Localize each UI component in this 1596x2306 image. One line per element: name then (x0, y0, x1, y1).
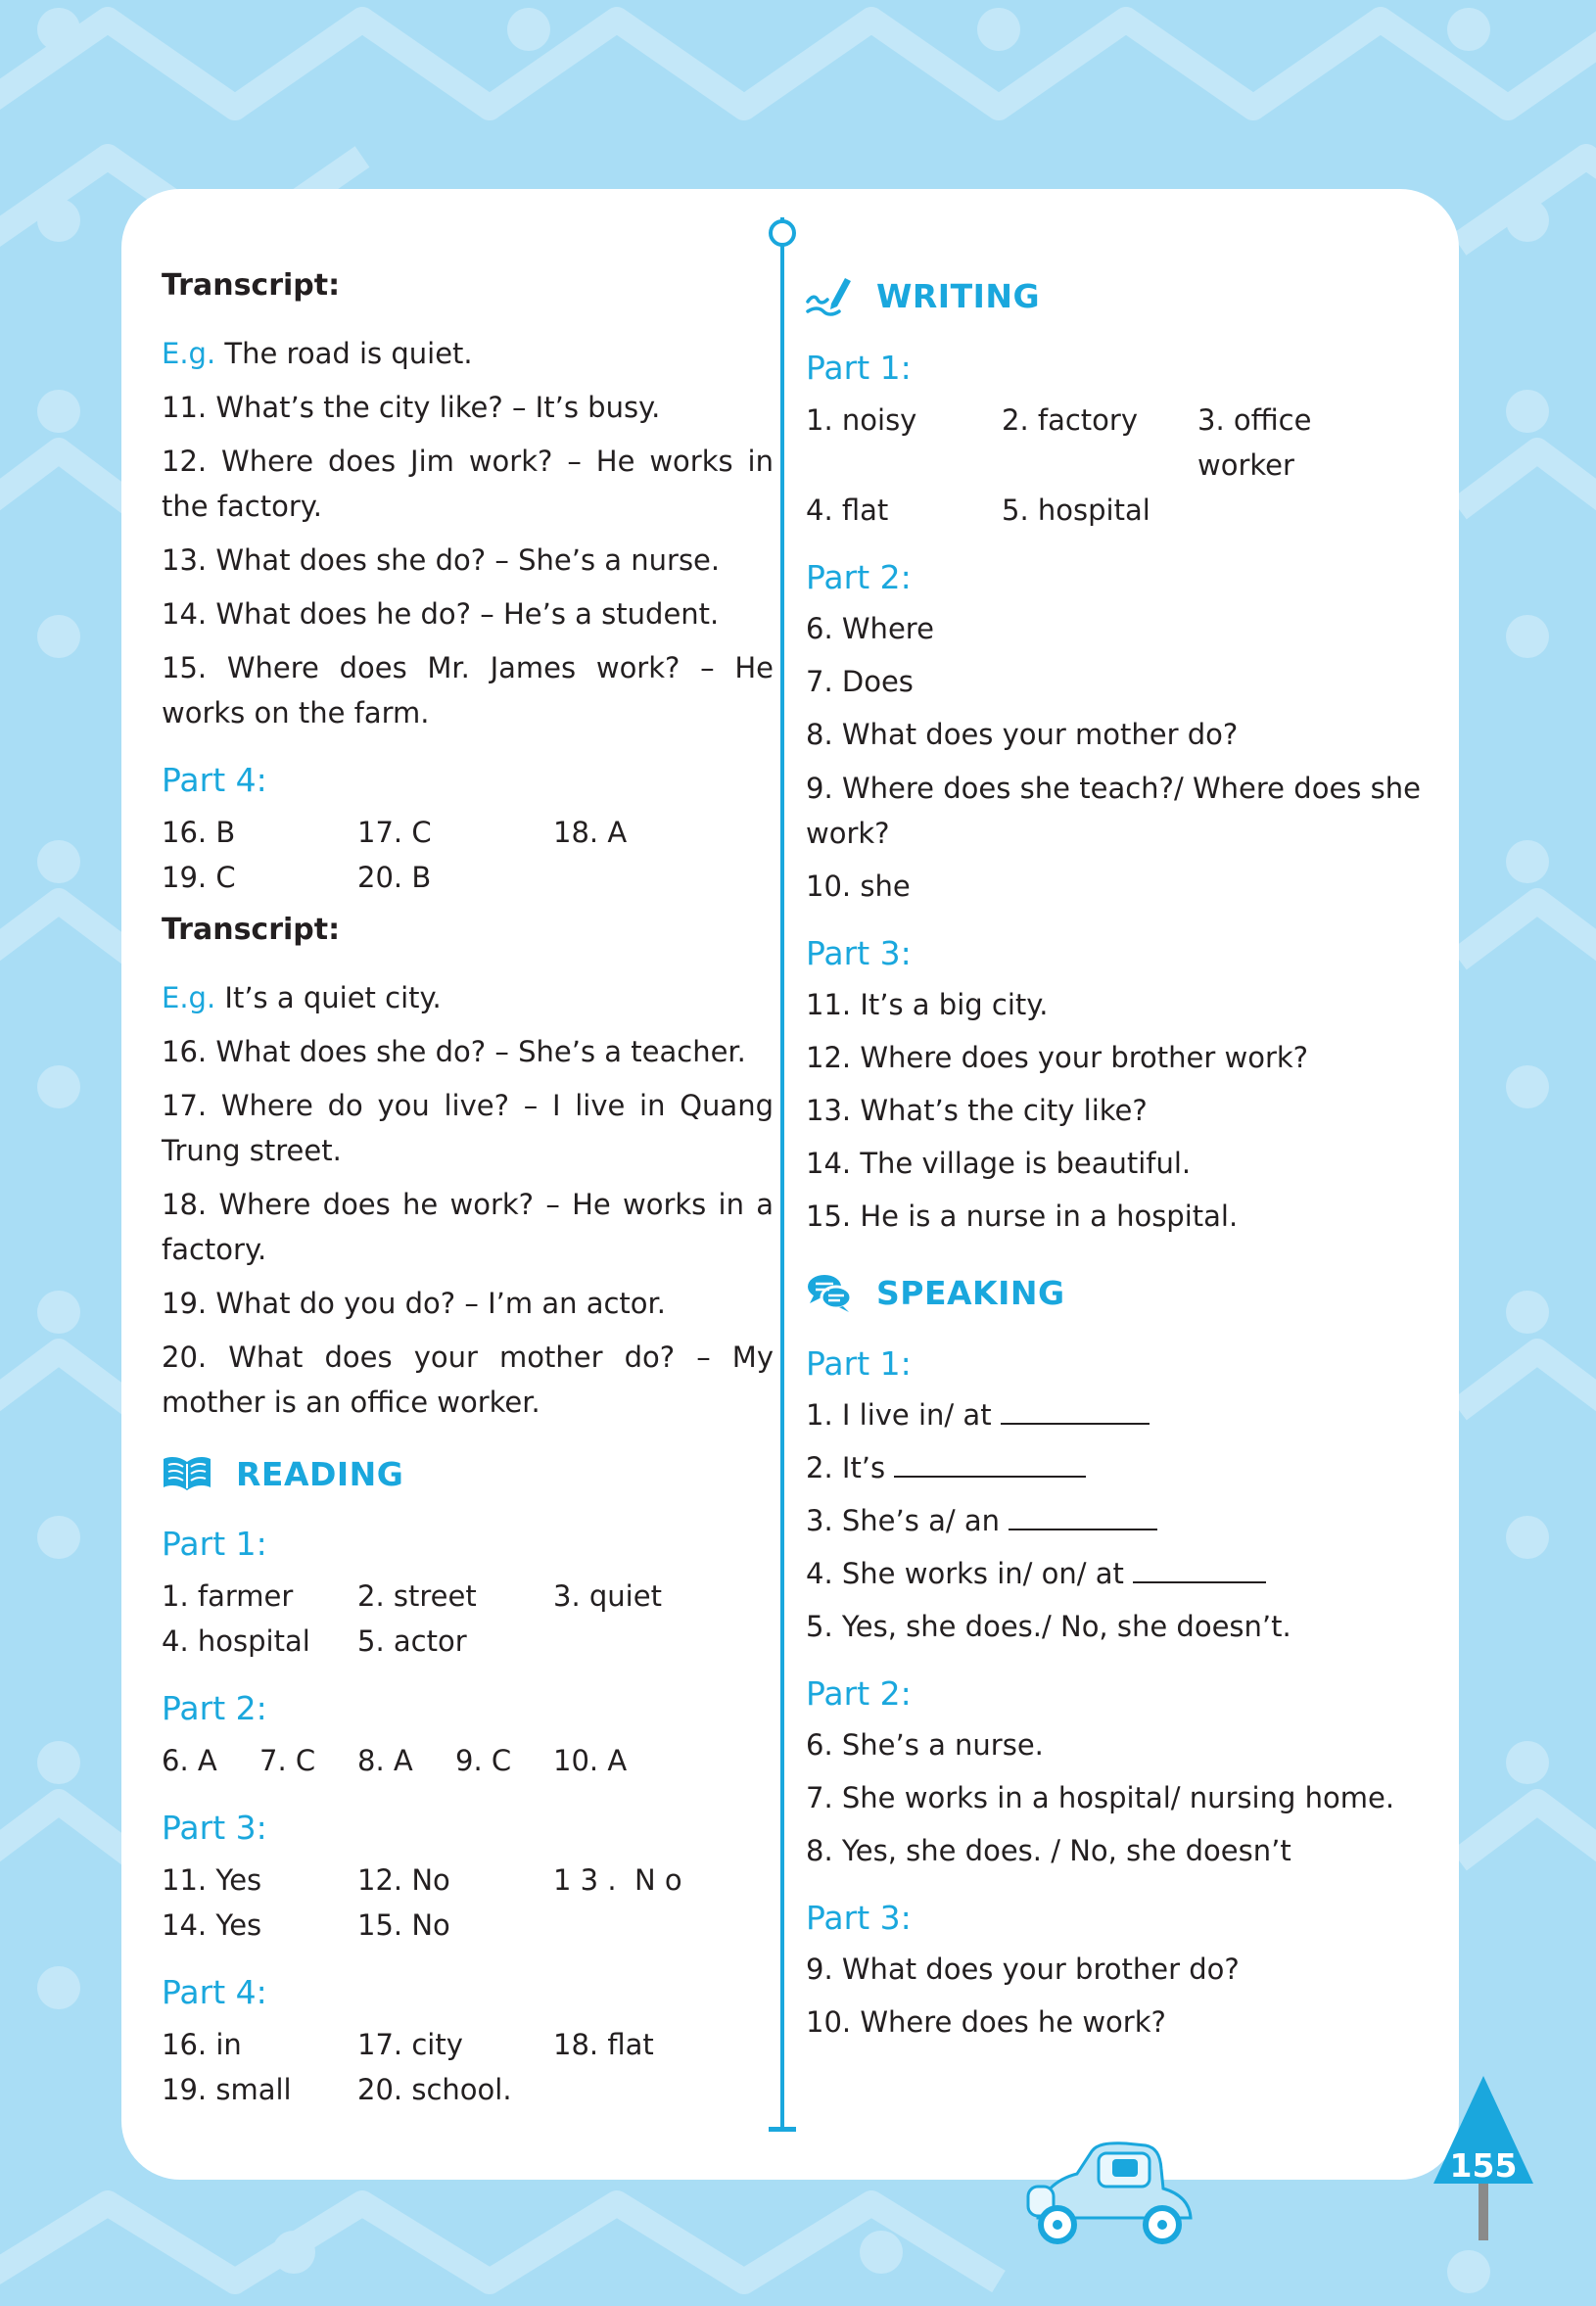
answer-text: 2. It’s (806, 1451, 895, 1484)
answer-grid (162, 2022, 774, 2112)
writing-section-header (806, 274, 1421, 317)
answer: 9. C (455, 1744, 512, 1777)
answer-line: 14. The village is beautiful. (806, 1147, 1192, 1180)
answer: 1. farmer (162, 1579, 294, 1613)
speaking-section-header (806, 1272, 1421, 1313)
answer: 5. hospital (1002, 494, 1150, 527)
part-label: Part 3: (806, 1899, 912, 1937)
answer-line: 7. She works in a hospital/ nursing home. (806, 1781, 1395, 1814)
answer-line: 6. Where (806, 612, 934, 645)
answer: 18. flat (553, 2028, 654, 2061)
blank-line (1001, 1393, 1150, 1425)
blank-line (1009, 1499, 1157, 1530)
open-book-icon (162, 1454, 212, 1493)
part-label: Part 1: (806, 349, 912, 387)
answer: 16. B (162, 816, 236, 849)
answer-line (806, 1446, 1421, 1490)
car-illustration (1018, 2140, 1204, 2247)
answer: 11. Yes (162, 1863, 262, 1897)
answer: 8. A (357, 1744, 413, 1777)
answer: 4. hospital (162, 1624, 310, 1658)
part-label: Part 2: (162, 1689, 267, 1727)
answer-line: 7. Does (806, 665, 914, 698)
answer-line: 13. What’s the city like? (806, 1094, 1148, 1127)
answer: 12. No (357, 1863, 450, 1897)
answer: 14. Yes (162, 1908, 262, 1942)
answer-grid (162, 810, 774, 900)
answer-line: 8. What does your mother do? (806, 718, 1239, 751)
example-line (162, 976, 774, 1020)
transcript-line: 20. What does your mother do? – My mother is an office worker. (162, 1341, 774, 1419)
answer-line: 15. He is a nurse in a hospital. (806, 1200, 1239, 1233)
page-number-badge (1432, 2076, 1535, 2242)
reading-title: READING (236, 1454, 404, 1493)
writing-title: WRITING (876, 276, 1041, 315)
answer-line: 5. Yes, she does./ No, she doesn’t. (806, 1610, 1291, 1643)
answer: 6. A (162, 1744, 217, 1777)
answer: 20. B (357, 861, 432, 894)
answer-grid (162, 1738, 774, 1783)
transcript-line: 19. What do you do? – I’m an actor. (162, 1287, 667, 1320)
part-label: Part 1: (806, 1344, 912, 1383)
blank-line (894, 1446, 1086, 1478)
answer: 3. office worker (1197, 403, 1312, 482)
answer: 4. flat (806, 494, 889, 527)
answer: 5. actor (357, 1624, 467, 1658)
answer-line (806, 1499, 1421, 1543)
answer: 1 3 . N o (553, 1863, 682, 1897)
answer: 10. A (553, 1744, 628, 1777)
divider-bottom-cap (769, 2127, 796, 2132)
answer-text: 4. She works in/ on/ at (806, 1557, 1134, 1590)
transcript-line: 11. What’s the city like? – It’s busy. (162, 391, 661, 424)
answer-text: 3. She’s a/ an (806, 1504, 1009, 1537)
reading-section-header (162, 1454, 774, 1493)
answer: 17. C (357, 816, 432, 849)
page-number: 155 (1449, 2146, 1518, 2185)
answer: 16. in (162, 2028, 242, 2061)
answer: 1. noisy (806, 403, 917, 437)
answer: 2. street (357, 1579, 477, 1613)
answer-line: 9. Where does she teach?/ Where does she work? (806, 772, 1421, 850)
transcript-line: 18. Where does he work? – He works in a factory. (162, 1188, 774, 1266)
transcript-line: 13. What does she do? – She’s a nurse. (162, 543, 721, 577)
transcript-heading: Transcript: (162, 268, 341, 303)
eg-label: E.g. (162, 981, 216, 1014)
part-label: Part 3: (162, 1809, 267, 1847)
eg-text: It’s a quiet city. (215, 981, 442, 1014)
part-label: Part 3: (806, 934, 912, 972)
part-label: Part 2: (806, 1674, 912, 1713)
answer: 20. school. (357, 2073, 512, 2106)
speech-bubbles-icon (806, 1272, 853, 1313)
answer-line: 11. It’s a big city. (806, 988, 1049, 1021)
answer-grid (162, 1858, 774, 1948)
right-column (806, 274, 1421, 2053)
blank-line (1133, 1552, 1266, 1583)
answer: 19. C (162, 861, 236, 894)
left-column (162, 259, 774, 2116)
answer-line (806, 1393, 1421, 1437)
eg-label: E.g. (162, 337, 216, 370)
eg-text: The road is quiet. (215, 337, 473, 370)
answer: 2. factory (1002, 403, 1139, 437)
answer-line: 8. Yes, she does. / No, she doesn’t (806, 1834, 1291, 1867)
column-divider (780, 217, 784, 2127)
transcript-line: 17. Where do you live? – I live in Quang Trung street. (162, 1089, 774, 1167)
part-label: Part 1: (162, 1525, 267, 1563)
answer: 15. No (357, 1908, 450, 1942)
answer: 17. city (357, 2028, 463, 2061)
answer-grid (162, 1574, 774, 1664)
part-label: Part 4: (162, 761, 267, 799)
part-label: Part 2: (806, 558, 912, 596)
answer-line: 10. Where does he work? (806, 2005, 1166, 2039)
answer-line (806, 1552, 1421, 1596)
answer-line: 12. Where does your brother work? (806, 1041, 1309, 1074)
answer: 7. C (259, 1744, 316, 1777)
transcript-line: 15. Where does Mr. James work? – He works on the farm. (162, 651, 774, 729)
answer-line: 6. She’s a nurse. (806, 1728, 1044, 1762)
answer: 19. small (162, 2073, 292, 2106)
answer-grid (806, 398, 1421, 533)
speaking-title: SPEAKING (876, 1273, 1065, 1312)
part-label: Part 4: (162, 1973, 267, 2011)
answer: 3. quiet (553, 1579, 662, 1613)
transcript-line: 14. What does he do? – He’s a student. (162, 597, 720, 631)
example-line (162, 332, 774, 376)
transcript-line: 16. What does she do? – She’s a teacher. (162, 1035, 746, 1068)
answer-line: 9. What does your brother do? (806, 1953, 1240, 1986)
transcript-line: 12. Where does Jim work? – He works in the factory. (162, 445, 774, 523)
answer-text: 1. I live in/ at (806, 1398, 1001, 1432)
transcript-heading: Transcript: (162, 913, 341, 947)
divider-top-circle (769, 219, 796, 247)
pen-writing-icon (806, 274, 853, 317)
answer-line: 10. she (806, 870, 911, 903)
answer: 18. A (553, 816, 628, 849)
